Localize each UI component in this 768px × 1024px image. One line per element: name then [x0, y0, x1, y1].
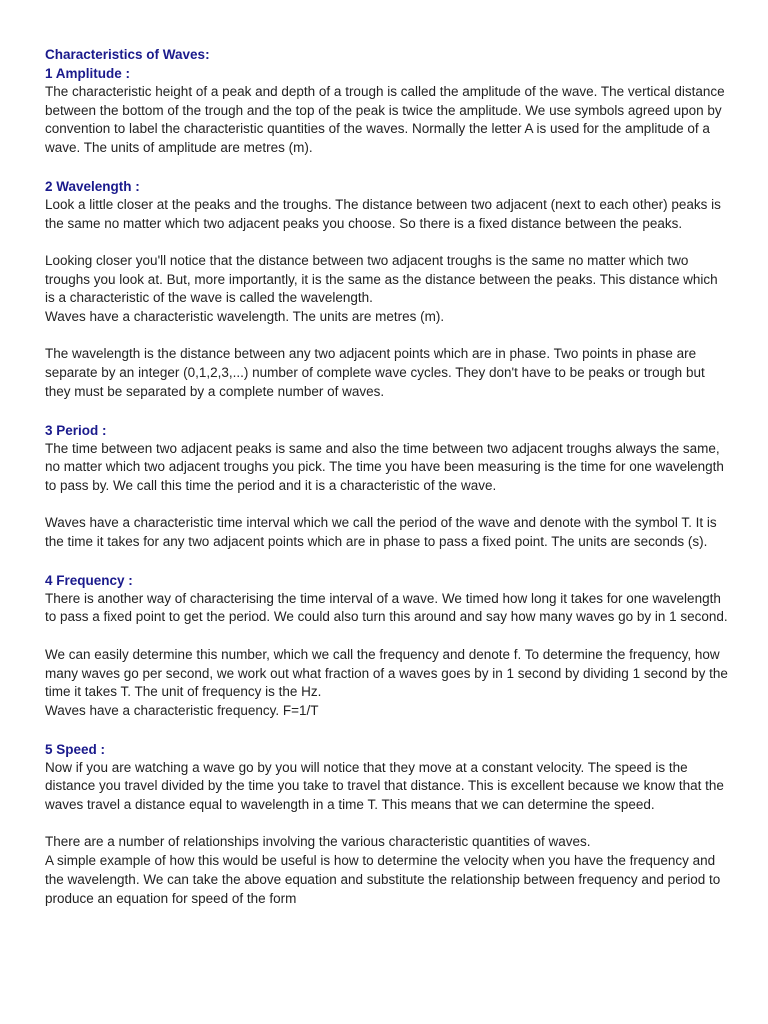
section-frequency: [45, 571, 728, 721]
paragraph: Waves have a characteristic wavelength. The units are metres (m).: [45, 309, 445, 325]
section-heading-period: 3 Period :: [45, 422, 107, 438]
section-heading-amplitude: 1 Amplitude :: [45, 66, 131, 81]
paragraph: Looking closer you'll notice that the distance between two adjacent troughs is the same no matter which two troughs you look at. But, more importantly, it is the same as the distance between the peaks. This distance which is a characteristic of the wave is called the wavelength.: [45, 252, 718, 306]
paragraph: There is another way of characterising the time interval of a wave. We timed how long it takes for one wavelength to pass a fixed point to get the period. We could also turn this around and say how many waves go by in 1 second.: [45, 590, 728, 625]
document-title: Characteristics of Waves:: [45, 47, 210, 62]
paragraph: The characteristic height of a peak and depth of a trough is called the amplitude of the wave. The vertical distance between the bottom of the trough and the top of the peak is twice the amplitude. We use symbols agreed upon by convention to label the characteristic quantities of the waves. Normally the letter A is used for the amplitude of a wave. The units of amplitude are metres (m).: [45, 84, 725, 156]
paragraph: The time between two adjacent peaks is same and also the time between two adjacent troughs always the same, no matter which two adjacent troughs you pick. The time you have been measuring is the time for one wavelength to pass by. We call this time the period and it is a characteristic of the wave.: [45, 440, 724, 493]
paragraph: The wavelength is the distance between any two adjacent points which are in phase. Two points in phase are separate by an integer (0,1,2,3,...) number of complete wave cycles. They don't have to be peaks or trough but they must be separated by a complete number of waves.: [45, 346, 705, 399]
paragraph: There are a number of relationships involving the various characteristic quantities of waves.: [45, 834, 591, 850]
section-speed: [45, 740, 728, 909]
section-wavelength: [45, 177, 728, 402]
section-heading-wavelength: 2 Wavelength :: [45, 178, 140, 194]
paragraph: Waves have a characteristic frequency. F=1/T: [45, 702, 319, 718]
section-amplitude: [45, 64, 728, 158]
paragraph: We can easily determine this number, which we call the frequency and denote f. To determine the frequency, how many waves go per second, we work out what fraction of a waves goes by in 1 second by dividing 1 second by the time it takes T. The unit of frequency is the Hz.: [45, 646, 728, 700]
paragraph: Look a little closer at the peaks and the troughs. The distance between two adjacent (next to each other) peaks is the same no matter which two adjacent peaks you choose. So there is a fixed distance between the peaks.: [45, 196, 721, 231]
section-period: [45, 421, 728, 552]
section-heading-speed: 5 Speed :: [45, 741, 106, 757]
section-heading-frequency: 4 Frequency :: [45, 572, 133, 588]
paragraph: A simple example of how this would be useful is how to determine the velocity when you have the frequency and the wavelength. We can take the above equation and substitute the relationship between frequency and period to produce an equation for speed of the form: [45, 853, 721, 906]
paragraph: Now if you are watching a wave go by you will notice that they move at a constant velocity. The speed is the distance you travel divided by the time you take to travel that distance. This is excellent because we know that the waves travel a distance equal to wavelength in a time T. This means that we can determine the speed.: [45, 759, 724, 813]
paragraph: Waves have a characteristic time interval which we call the period of the wave and denote with the symbol T. It is the time it takes for any two adjacent points which are in phase to pass a fixed point. The units are seconds (s).: [45, 515, 717, 550]
